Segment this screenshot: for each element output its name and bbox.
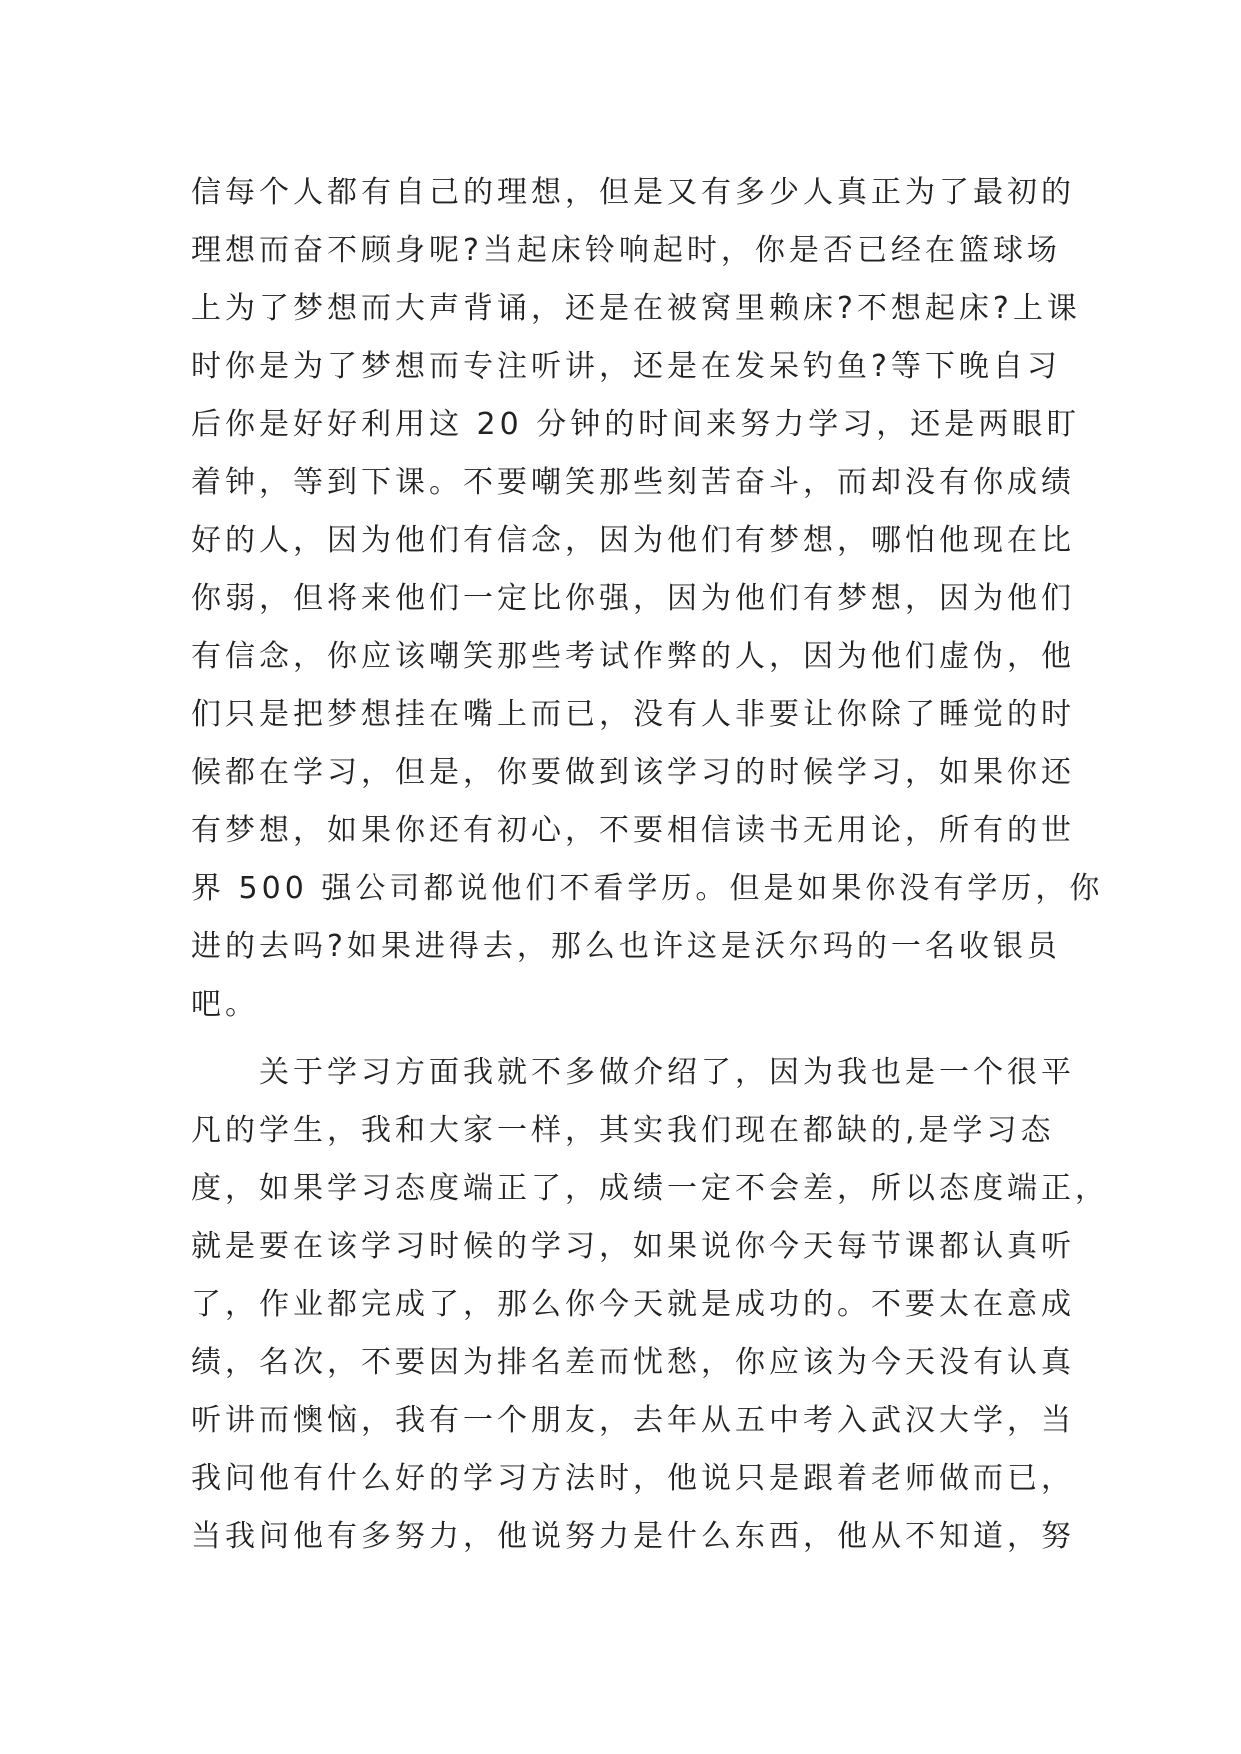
text-line: 们只是把梦想挂在嘴上而已，没有人非要让你除了睡觉的时 (191, 697, 1075, 732)
text-line: 度，如果学习态度端正了，成绩一定不会差，所以态度端正， (191, 1171, 1109, 1206)
text-line: 进的去吗?如果进得去，那么也许这是沃尔玛的一名收银员 (191, 929, 1061, 964)
text-line: 好的人，因为他们有信念，因为他们有梦想，哪怕他现在比 (191, 523, 1075, 558)
text-line: 我问他有什么好的学习方法时，他说只是跟着老师做而已， (191, 1461, 1075, 1496)
paragraph-spacer (191, 1034, 1071, 1044)
text-line: 信每个人都有自己的理想，但是又有多少人真正为了最初的 (191, 175, 1075, 210)
text-line: 了，作业都完成了，那么你今天就是成功的。不要太在意成 (191, 1287, 1075, 1322)
text-line: 有信念，你应该嘲笑那些考试作弊的人，因为他们虚伪，他 (191, 639, 1075, 674)
text-line: 当我问他有多努力，他说努力是什么东西，他从不知道，努 (191, 1519, 1075, 1554)
text-line: 时你是为了梦想而专注听讲，还是在发呆钓鱼?等下晚自习 (191, 349, 1061, 384)
text-line: 理想而奋不顾身呢?当起床铃响起时，你是否已经在篮球场 (191, 233, 1061, 268)
text-line-first-indented: 关于学习方面我就不多做介绍了，因为我也是一个很平 (259, 1055, 1075, 1090)
paragraph-2 (191, 1044, 1109, 1566)
text-line: 有梦想，如果你还有初心，不要相信读书无用论，所有的世 (191, 813, 1075, 848)
text-line: 候都在学习，但是，你要做到该学习的时候学习，如果你还 (191, 755, 1075, 790)
text-line: 界 500 强公司都说他们不看学历。但是如果你没有学历，你 (191, 871, 1104, 906)
text-line: 听讲而懊恼，我有一个朋友，去年从五中考入武汉大学，当 (191, 1403, 1075, 1438)
text-line: 吧。 (191, 987, 259, 1022)
text-line: 上为了梦想而大声背诵，还是在被窝里赖床?不想起床?上课 (191, 291, 1081, 326)
text-line: 着钟，等到下课。不要嘲笑那些刻苦奋斗，而却没有你成绩 (191, 465, 1075, 500)
paragraph-1 (191, 164, 1104, 1034)
text-line: 你弱，但将来他们一定比你强，因为他们有梦想，因为他们 (191, 581, 1075, 616)
text-line: 后你是好好利用这 20 分钟的时间来努力学习，还是两眼盯 (191, 407, 1081, 442)
text-line: 绩，名次，不要因为排名差而忧愁，你应该为今天没有认真 (191, 1345, 1075, 1380)
text-line: 就是要在该学习时候的学习，如果说你今天每节课都认真听 (191, 1229, 1075, 1264)
text-line: 凡的学生，我和大家一样，其实我们现在都缺的,是学习态 (191, 1113, 1055, 1148)
document-body (191, 164, 1109, 1566)
